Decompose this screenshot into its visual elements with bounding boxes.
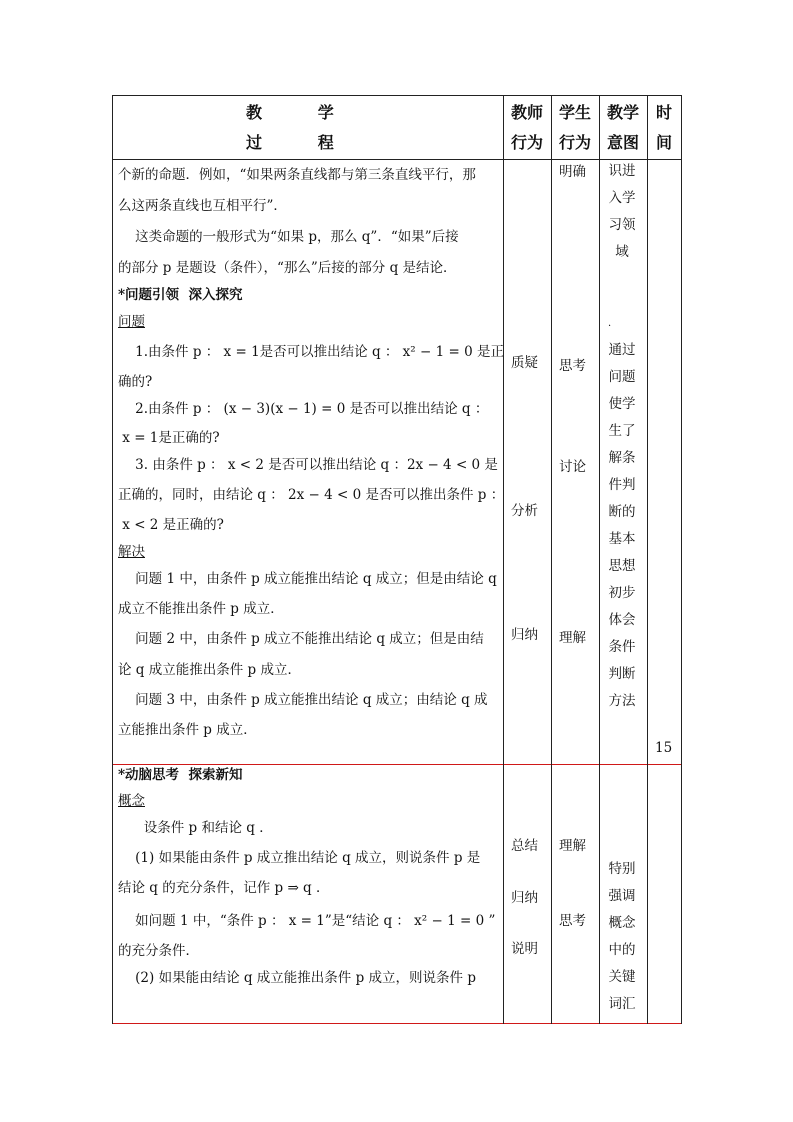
header-time-line2: 间 [656,133,673,152]
content-line: 如问题 1 中，“条件 p ： x = 1”是“结论 q ： x² − 1 = 0 ” [118,913,496,929]
content-line: 问题 3 中，由条件 p 成立能推出结论 q 成立；由结论 q 成 [118,692,488,708]
content-line: 正确的，同时，由结论 q ： 2x − 4 < 0 是否可以推出条件 p ： [118,487,505,503]
content-line: 结论 q 的充分条件，记作 p ⇒ q ． [118,880,330,896]
content-line: (1) 如果能由条件 p 成立推出结论 q 成立，则说条件 p 是 [118,850,481,866]
content-line: 3. 由条件 p ： x < 2 是否可以推出结论 q ：2x − 4 < 0 是 [118,457,498,473]
student-action: 明确 [559,164,586,180]
content-line: 个新的命题．例如，“如果两条直线都与第三条直线平行，那 [118,167,476,183]
header-process-line1: 教 学 [246,103,334,122]
table-right-border [681,95,682,1024]
teacher-action: 归纳 [511,627,538,643]
teacher-action: 质疑 [511,355,538,371]
content-line: 2.由条件 p ： (x − 3)(x − 1) = 0 是否可以推出结论 q ： [118,401,489,417]
teaching-intent-concept: 特别 强调 概念 中的 关键 词汇 [608,861,636,1012]
student-action: 思考 [559,358,586,374]
col-divider-4 [647,95,648,1024]
content-line: 确的? [118,374,153,390]
teacher-action: 归纳 [511,890,538,906]
content-line: 么这两条直线也互相平行”． [118,198,287,214]
col-divider-1 [503,95,504,1024]
intent-dot: · [608,321,612,332]
teacher-action: 说明 [511,941,538,957]
content-line: x = 1是正确的? [118,430,220,446]
student-action: 讨论 [559,459,586,475]
header-teacher-line2: 行为 [511,133,544,152]
col-divider-3 [599,95,600,1024]
section-heading: *问题引领 深入探究 [118,287,243,303]
header-teacher-line1: 教师 [511,103,544,122]
table-bottom-border [112,1023,682,1024]
header-student-line1: 学生 [559,103,592,122]
header-intent-line1: 教学 [607,103,640,122]
content-line: (2) 如果能由结论 q 成立能推出条件 p 成立，则说条件 p [118,970,476,986]
table-left-border [112,95,113,1024]
table-top-border [112,95,682,96]
header-student-line2: 行为 [559,133,592,152]
header-process-line2: 过 程 [246,133,334,152]
section-heading: *动脑思考 探索新知 [118,767,243,783]
student-action: 理解 [559,838,586,854]
teacher-action: 分析 [511,503,538,519]
student-action: 理解 [559,630,586,646]
subheading-problem: 问题 [118,314,145,330]
content-line: x < 2 是正确的? [118,517,224,533]
student-action: 思考 [559,913,586,929]
time-minutes: 15 [655,740,673,756]
content-line: 立能推出条件 p 成立． [118,722,257,738]
content-line: 论 q 成立能推出条件 p 成立． [118,662,301,678]
content-line: 的充分条件． [118,943,199,959]
content-line: 的部分 p 是题设（条件），“那么”后接的部分 q 是结论． [118,260,457,276]
header-time-line1: 时 [656,103,673,122]
content-line: 1.由条件 p ： x = 1是否可以推出结论 q ： x² − 1 = 0 是正 [118,344,504,360]
content-line: 成立不能推出条件 p 成立． [118,601,284,617]
col-divider-2 [551,95,552,1024]
content-line: 设条件 p 和结论 q ． [118,820,273,836]
section-divider [112,764,682,765]
teaching-intent-top: 识进 入学 习领 域 [608,163,636,260]
content-line: 这类命题的一般形式为“如果 p，那么 q”．“如果”后接 [118,229,459,245]
header-intent-line2: 意图 [607,133,640,152]
subheading-solution: 解决 [118,544,145,560]
teaching-intent-main: 通过 问题 使学 生了 解条 件判 断的 基本 思想 初步 体会 条件 判断 方法 [608,342,636,709]
content-line: 问题 1 中，由条件 p 成立能推出结论 q 成立；但是由结论 q [118,571,497,587]
teacher-action: 总结 [511,838,538,854]
subheading-concept: 概念 [118,793,145,809]
header-bottom-border [112,159,682,160]
content-line: 问题 2 中，由条件 p 成立不能推出结论 q 成立；但是由结 [118,631,484,647]
